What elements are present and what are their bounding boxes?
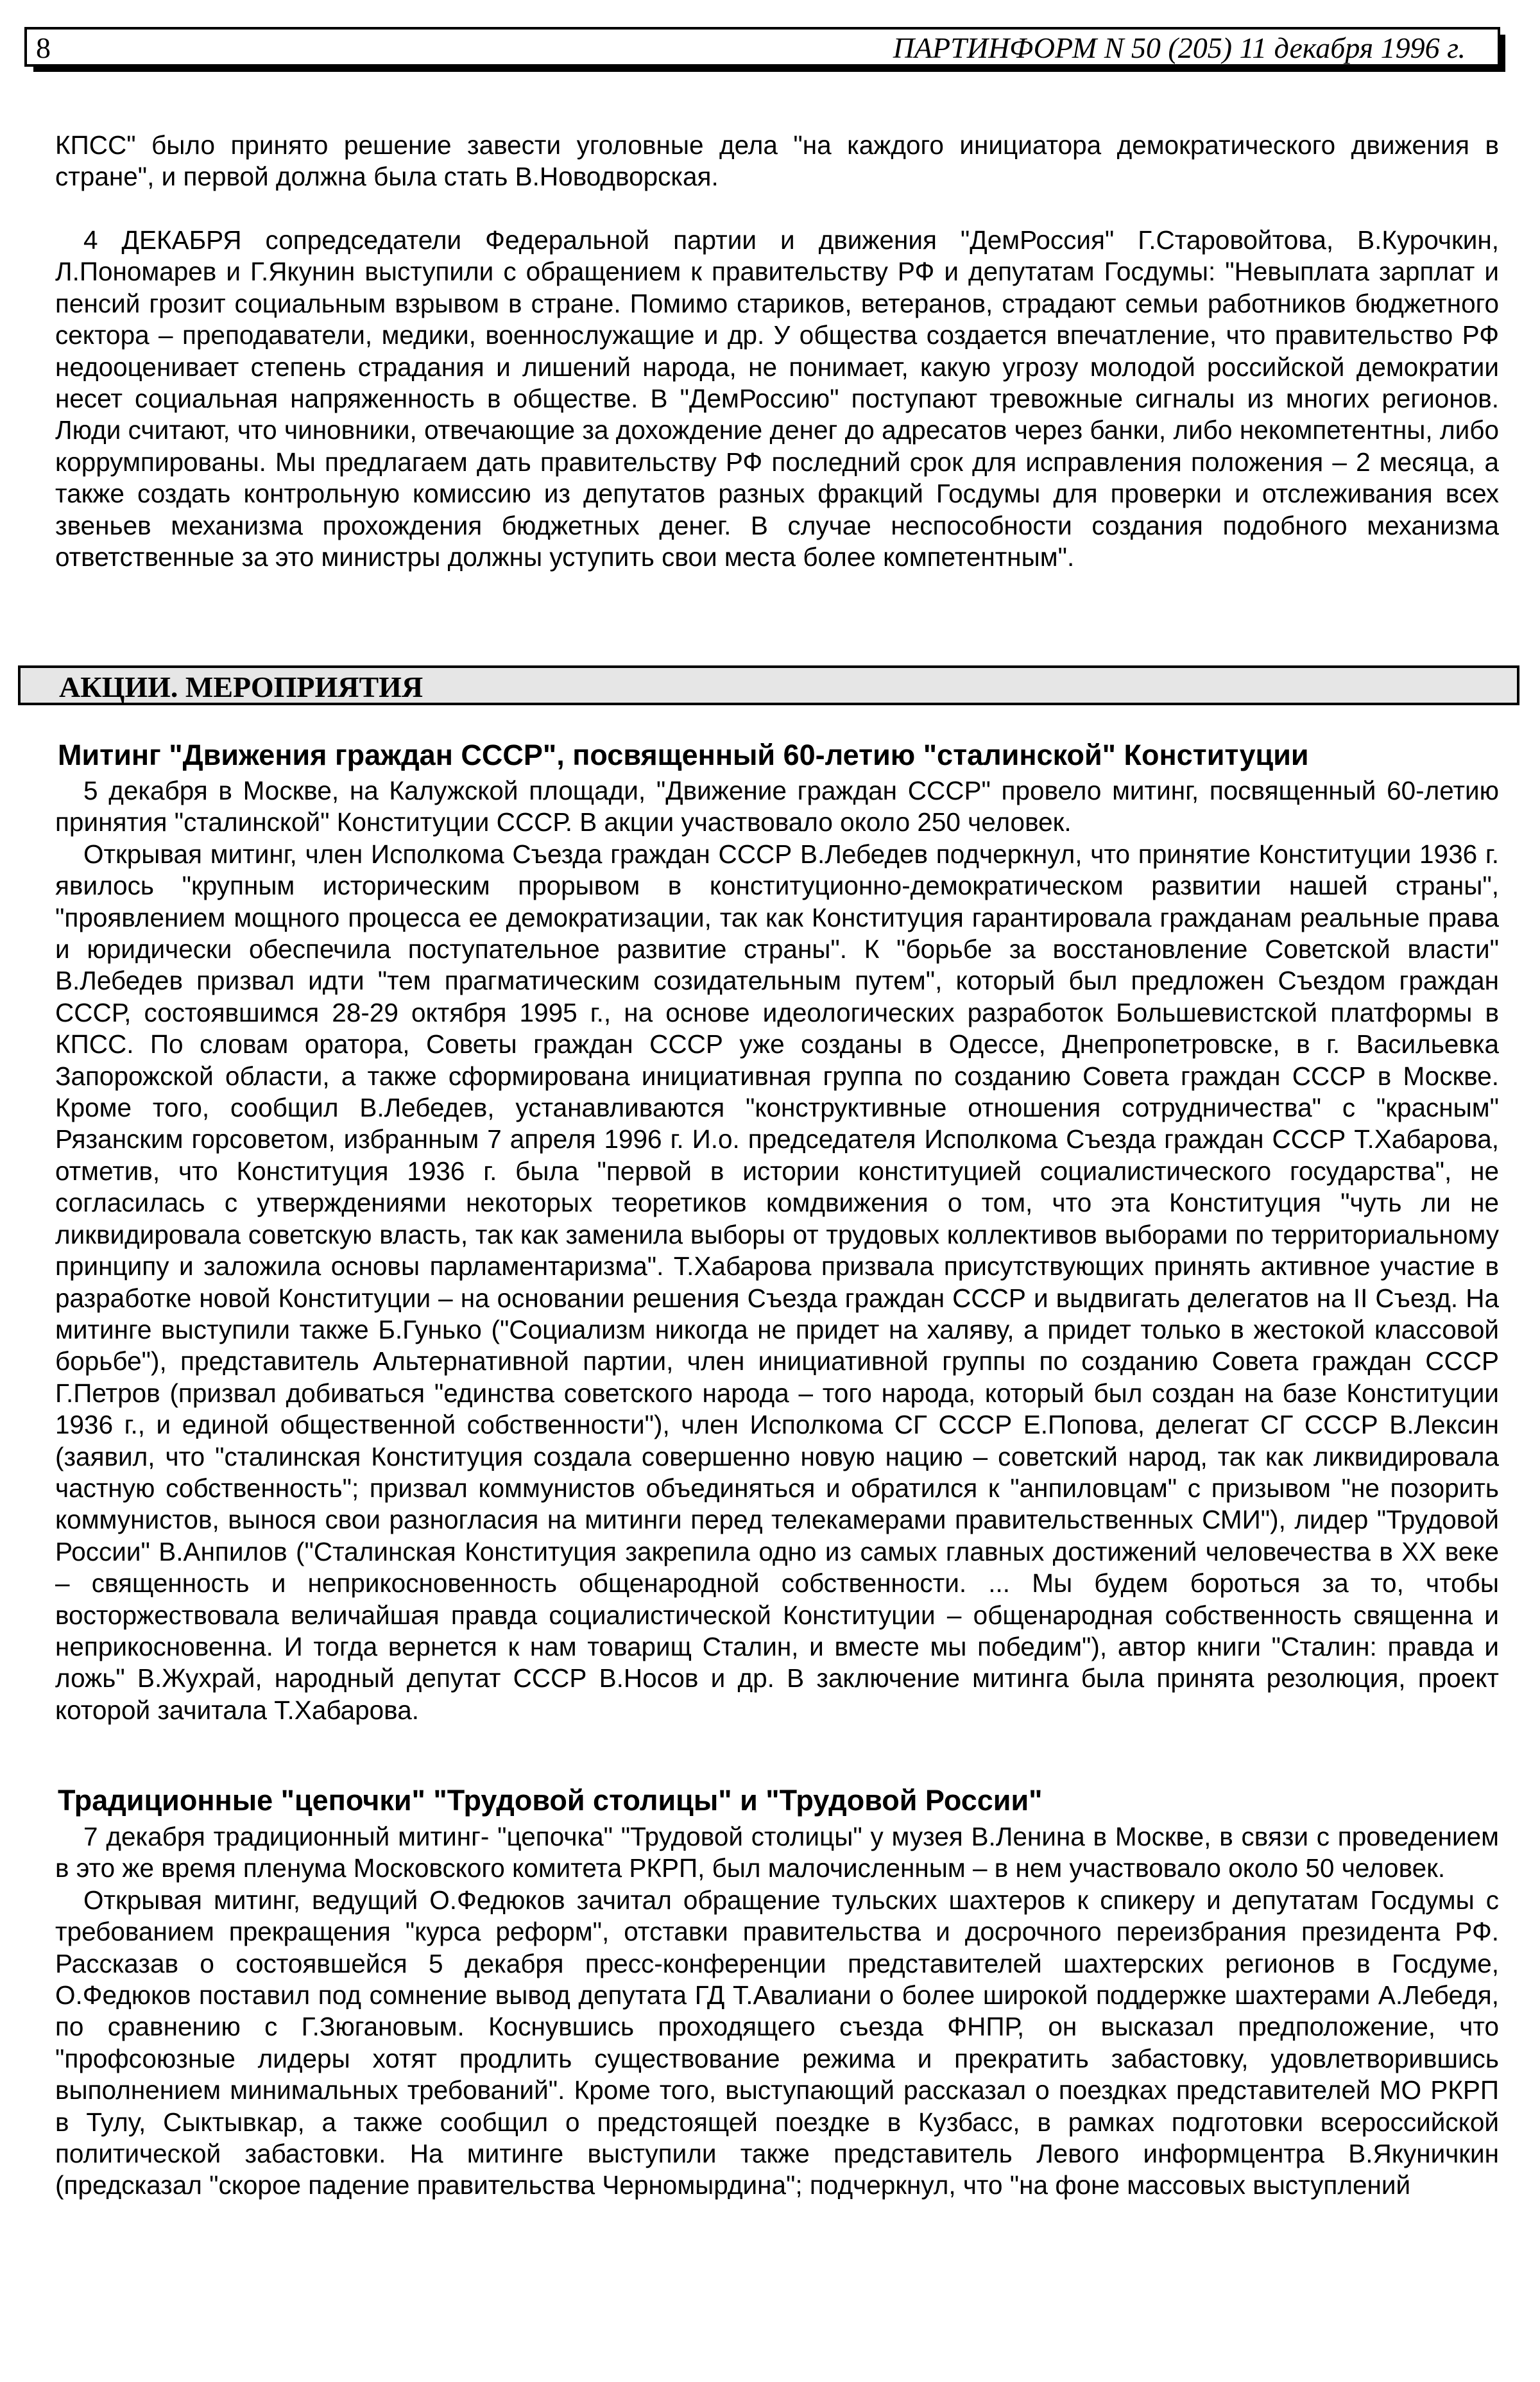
article-1-heading: Митинг "Движения граждан СССР", посвященный 60-летию "сталинской" Конституции xyxy=(58,739,1309,771)
page-number: 8 xyxy=(36,31,51,64)
publication-title: ПАРТИНФОРМ N 50 (205) 11 декабря 1996 г. xyxy=(893,31,1466,64)
article-2-body xyxy=(55,1821,1499,2202)
article-2-paragraph-2: Открывая митинг, ведущий О.Федюков зачитал обращение тульских шахтеров к спикеру и депутатам Госдумы с требованием прекращения "курса реформ", отставки правительства и досрочного переизбрания президента РФ. Рассказав о состоявшейся 5 декабря пресс-конференции представителей шахтерских регионов в Госдуме, О.Федюков поставил под сомнение вывод депутата ГД Т.Авалиани о более широкой поддержке шахтерами А.Лебедя, по сравнению с Г.Зюгановым. Коснувшись проходящего съезда ФНПР, он высказал предположение, что "профсоюзные лидеры хотят продлить существование режима и прекратить забастовку, удовлетворившись выполнением минимальных требований". Кроме того, выступающий рассказал о поездках представителей МО РКРП в Тулу, Сыктывкар, а также сообщил о предстоящей поездке в Кузбасс, в рамках подготовки всероссийской политической забастовки. На митинге выступили также представитель Левого информцентра В.Якуничкин (предсказал "скорое падение правительства Черномырдина"; подчеркнул, что "на фоне массовых выступлений xyxy=(55,1885,1499,2200)
article-1-paragraph-1: 5 декабря в Москве, на Калужской площади, "Движение граждан СССР" провело митинг, посвященный 60-летию принятия "сталинской" Конституции СССР. В акции участвовало около 250 человек. xyxy=(55,776,1499,837)
intro-text-1: КПСС" было принято решение завести уголовные дела "на каждого инициатора демократического движения в стране", и первой должна была стать В.Новодворская. xyxy=(55,130,1499,192)
article-1-paragraph-2: Открывая митинг, член Исполкома Съезда граждан СССР В.Лебедев подчеркнул, что принятие Конституции 1936 г. явилось "крупным историческим прорывом в конституционно-демократическом развитии нашей страны", "проявлением мощного процесса ее демократизации, так как Конституция гарантировала гражданам реальные права и юридически обеспечила поступательное развитие страны". К "борьбе за восстановление Советской власти" В.Лебедев призвал идти "тем прагматическим созидательным путем", который был предложен Съездом граждан СССР, состоявшимся 28-29 октября 1995 г., на основе идеологических разработок Большевистской платформы в КПСС. По словам оратора, Советы граждан СССР уже созданы в Одессе, Днепропетровске, в г. Васильевка Запорожской области, а также сформирована инициативная группа по созданию Совета граждан СССР в Москве. Кроме того, сообщил В.Лебедев, устанавливаются "конструктивные отношения сотрудничества" с "красным" Рязанским горсоветом, избранным 7 апреля 1996 г. И.о. председателя Исполкома Съезда граждан СССР Т.Хабарова, отметив, что Конституция 1936 г. была "первой в истории конституцией социалистического государства", не согласилась с утверждениями некоторых теоретиков комдвижения о том, что эта Конституция "чуть ли не ликвидировала советскую власть, так как заменила выборы от трудовых коллективов выборами по территориальному принципу и заложила основы парламентаризма". Т.Хабарова призвала присутствующих принять активное участие в разработке новой Конституции – на основании решения Съезда граждан СССР и выдвигать делегатов на II Съезд. На митинге выступили также Б.Гунько ("Социализм никогда не придет на халяву, а придет только в жестокой классовой борьбе"), представитель Альтернативной партии, член инициативной группы по созданию Совета граждан СССР Г.Петров (призвал добиваться "единства советского народа – того народа, который был создан на базе Конституции 1936 г., и единой общественной собственности"), член Исполкома СГ СССР Е.Попова, делегат СГ СССР В.Лексин (заявил, что "сталинская Конституция создала совершенно новую нацию – советский народ, так как ликвидировала частную собственность"; призвал коммунистов объединяться и обратился к "анпиловцам" с призывом "не позорить коммунистов, вынося свои разногласия на митинги перед телекамерами правительственных СМИ"), лидер "Трудовой России" В.Анпилов ("Сталинская Конституция закрепила одно из самых главных достижений человечества в XX веке – священность и неприкосновенность общенародной собственности. ... Мы будем бороться за то, чтобы восторжествовала величайшая правда социалистической Конституции – общенародная собственность священна и неприкосновенна. И тогда вернется к нам товарищ Сталин, и вместе мы победим"), автор книги "Сталин: правда и ложь" В.Жухрай, народный депутат СССР В.Носов и др. В заключение митинга была принята резолюция, проект которой зачитала Т.Хабарова. xyxy=(55,839,1499,1725)
page-header xyxy=(24,27,1500,67)
article-2-heading: Традиционные "цепочки" "Трудовой столицы" и "Трудовой России" xyxy=(58,1784,1043,1817)
article-1-body xyxy=(55,775,1499,1726)
section-header xyxy=(18,665,1519,705)
intro-paragraph-1 xyxy=(55,130,1499,193)
section-title: АКЦИИ. МЕРОПРИЯТИЯ xyxy=(59,671,424,703)
intro-text-2: 4 ДЕКАБРЯ сопредседатели Федеральной партии и движения "ДемРоссия" Г.Старовойтова, В.Курочкин, Л.Пономарев и Г.Якунин выступили с обращением к правительству РФ и депутатам Госдумы: "Невыплата зарплат и пенсий грозит социальным взрывом в стране. Помимо стариков, ветеранов, страдают семьи работников бюджетного сектора – преподаватели, медики, военнослужащие и др. У общества создается впечатление, что правительство РФ недооценивает степень страдания и лишений народа, не понимает, какую угрозу молодой российской демократии несет социальная напряженность в обществе. В "ДемРоссию" поступают тревожные сигналы из многих регионов. Люди считают, что чиновники, отвечающие за дохождение денег до адресатов через банки, либо некомпетентны, либо коррумпированы. Мы предлагаем дать правительству РФ последний срок для исправления положения – 2 месяца, а также создать контрольную комиссию из депутатов разных фракций Госдумы для проверки и отслеживания всех звеньев механизма прохождения бюджетных денег. В случае неспособности создания подобного механизма ответственные за это министры должны уступить свои места более компетентным". xyxy=(55,225,1499,572)
intro-paragraph-2 xyxy=(55,225,1499,573)
article-2-paragraph-1: 7 декабря традиционный митинг- "цепочка" "Трудовой столицы" у музея В.Ленина в Москве, в связи с проведением в это же время пленума Московского комитета РКРП, был малочисленным – в нем участвовало около 50 человек. xyxy=(55,1822,1499,1883)
